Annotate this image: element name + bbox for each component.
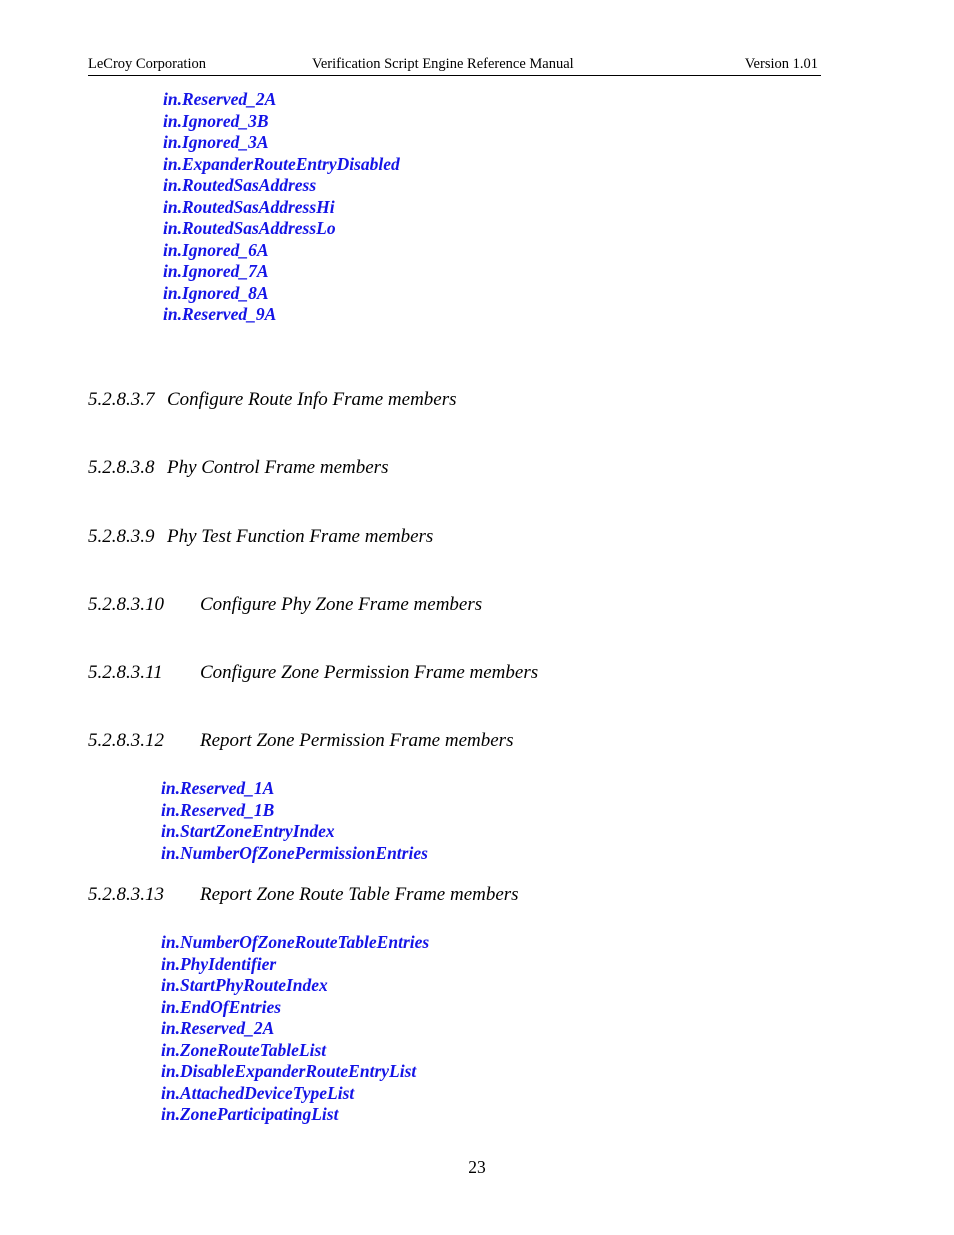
member-item: in.Reserved_2A [161,1018,275,1038]
member-item: in.ZoneRouteTableList [161,1040,327,1060]
section-number: 5.2.8.3.8 [88,457,155,478]
page-header [88,56,821,76]
section-number: 5.2.8.3.7 [88,389,155,410]
member-item: in.NumberOfZoneRouteTableEntries [161,932,430,952]
member-item: in.StartPhyRouteIndex [161,975,328,995]
member-item: in.Reserved_9A [163,304,277,324]
section-heading [88,884,519,905]
member-item: in.Ignored_7A [163,261,269,281]
member-item: in.DisableExpanderRouteEntryList [161,1061,417,1081]
page-number: 23 [468,1157,486,1177]
section-title: Report Zone Permission Frame members [200,730,514,751]
member-item: in.Ignored_3B [163,111,269,131]
member-item: in.AttachedDeviceTypeList [161,1083,355,1103]
member-item: in.Reserved_1A [161,778,275,798]
section-heading [88,389,457,410]
section-heading [88,526,434,547]
section-number: 5.2.8.3.13 [88,884,164,905]
member-item: in.Ignored_6A [163,240,269,260]
section-heading [88,662,539,683]
section-title: Configure Route Info Frame members [167,389,457,410]
section-number: 5.2.8.3.11 [88,662,163,683]
member-item: in.PhyIdentifier [161,954,277,974]
member-item: in.NumberOfZonePermissionEntries [161,843,428,863]
member-item: in.Reserved_1B [161,800,275,820]
section-number: 5.2.8.3.9 [88,526,155,547]
section-title: Configure Phy Zone Frame members [200,594,483,615]
member-item: in.Ignored_8A [163,283,269,303]
header-version: Version 1.01 [744,56,818,72]
member-item: in.EndOfEntries [161,997,282,1017]
member-item: in.RoutedSasAddressLo [163,218,336,238]
header-title: Verification Script Engine Reference Manual [312,56,574,72]
member-item: in.Reserved_2A [163,89,277,109]
member-item: in.RoutedSasAddress [163,175,317,195]
section-title: Report Zone Route Table Frame members [200,884,519,905]
member-item: in.ExpanderRouteEntryDisabled [163,154,400,174]
section-title: Phy Control Frame members [167,457,389,478]
section-heading [88,457,389,478]
section-title: Configure Zone Permission Frame members [200,662,539,683]
member-item: in.Ignored_3A [163,132,269,152]
section-number: 5.2.8.3.12 [88,730,164,751]
member-item: in.StartZoneEntryIndex [161,821,335,841]
header-company: LeCroy Corporation [88,56,206,72]
section-title: Phy Test Function Frame members [167,526,434,547]
section-heading [88,594,483,615]
member-item: in.ZoneParticipatingList [161,1104,339,1124]
section-heading [88,730,514,751]
member-item: in.RoutedSasAddressHi [163,197,335,217]
section-number: 5.2.8.3.10 [88,594,164,615]
